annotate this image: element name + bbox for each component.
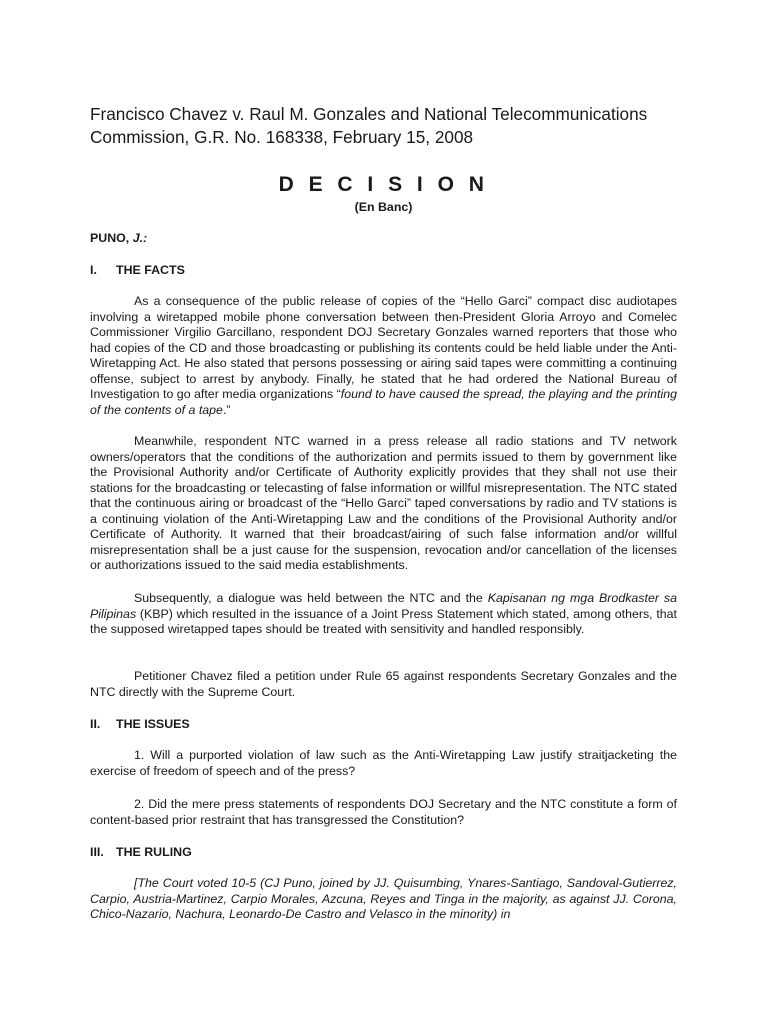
issue-2: 2. Did the mere press statements of respondents DOJ Secretary and the NTC constitute a form of content-based prior restraint that has transgressed the Constitution? <box>90 797 677 827</box>
decision-subheading: (En Banc) <box>354 200 413 214</box>
facts-p1-end: .” <box>222 402 231 417</box>
section-title: THE ISSUES <box>116 717 190 731</box>
case-title: Francisco Chavez v. Raul M. Gonzales and National Telecommunications Commission, G.R. No. 168338, February 15, 2008 <box>90 104 648 147</box>
ponente <box>90 231 147 245</box>
section-number: III. <box>90 845 104 859</box>
ponente-name: PUNO, <box>90 231 133 245</box>
section-title: THE RULING <box>116 845 192 859</box>
section-number: II. <box>90 717 101 731</box>
section-title: THE FACTS <box>116 263 185 277</box>
facts-p3-end: (KBP) which resulted in the issuance of a Joint Press Statement which stated, among others, that the supposed wiretapped tapes should be treated with sensitivity and handled responsibly. <box>90 606 677 636</box>
facts-p3-kbp: Kapisanan ng mga Brodkaster sa Pilipinas <box>90 591 677 621</box>
section-issues-heading <box>90 716 190 732</box>
facts-p1-text: As a consequence of the public release of copies of the “Hello Garci” compact disc audiotapes involving a wiretapped mobile phone conversation between then-President Gloria Arroyo and Comelec Commissioner Virgilio Garcillano, respondent DOJ Secretary Gonzales warned reporters that those who had copies of the CD and those broadcasting or publishing its contents could be held liable under the Anti-Wiretapping Act. He also stated that persons possessing or airing said tapes were committing a continuing offense, subject to arrest by anybody. Finally, he stated that he had ordered the National Bureau of Investigation to go after media organizations “ <box>90 294 677 401</box>
facts-paragraph-1 <box>90 294 677 418</box>
decision-heading: D E C I S I O N <box>278 173 489 196</box>
section-facts-heading <box>90 262 185 278</box>
facts-paragraph-2: Meanwhile, respondent NTC warned in a press release all radio stations and TV network owners/operators that the conditions of the authorization and permits issued to them by government like the Provisional Authority and/or Certificate of Authority explicitly provides that they shall not use their stations for the broadcasting or telecasting of false information or willful misrepresentation. The NTC stated that the continuous airing or broadcast of the “Hello Garci” taped conversations by radio and TV stations is a continuing violation of the Anti-Wiretapping Law and the conditions of the Provisional Authority and/or Certificate of Authority. It warned that their broadcast/airing of such false information and/or willful misrepresentation shall be a just cause for the suspension, revocation and/or cancellation of the licenses or authorizations issued to the said media establishments. <box>90 434 677 572</box>
facts-p3-text: Subsequently, a dialogue was held between the NTC and the <box>134 591 488 605</box>
facts-p1-quote: found to have caused the spread, the playing and the printing of the contents of a tape <box>90 387 678 417</box>
facts-paragraph-3 <box>90 591 677 638</box>
ruling-paragraph-1: [The Court voted 10-5 (CJ Puno, joined by JJ. Quisumbing, Ynares-Santiago, Sandoval-Gutierrez, Carpio, Austria-Martinez, Carpio Morales, Azcuna, Reyes and Tinga in the majority, as against JJ. Corona, Chico-Nazario, Nachura, Leonardo-De Castro and Velasco in the minority) in <box>90 876 677 921</box>
ponente-suffix: J.: <box>132 231 148 245</box>
issue-1: 1. Will a purported violation of law such as the Anti-Wiretapping Law justify straitjacketing the exercise of freedom of speech and of the press? <box>90 748 677 778</box>
facts-paragraph-4: Petitioner Chavez filed a petition under Rule 65 against respondents Secretary Gonzales and the NTC directly with the Supreme Court. <box>90 669 677 699</box>
section-ruling-heading <box>90 844 192 860</box>
section-number: I. <box>90 263 97 277</box>
